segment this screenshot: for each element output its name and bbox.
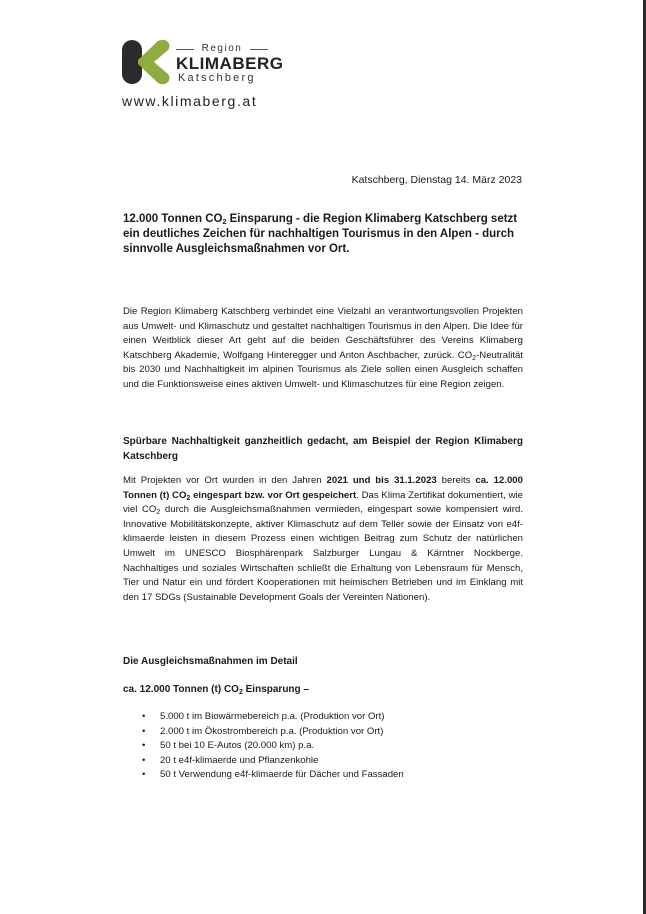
measures-list (142, 710, 404, 783)
projects-paragraph: Mit Projekten vor Ort wurden in den Jahren 2021 und bis 31.1.2023 bereits ca. 12.000 Tonnen (t) $CO_2$ eingespart bzw. vor Ort gespeichert. Das Klima Zertifikat dokumentiert, wie viel $CO_2$ durch die Ausgleichsmaßnahmen vermieden, eingespart sowie kompensiert wird. Innovative Mobilitätskonzepte, aktiver Klimaschutz auf dem Teller sowie der Einsatz von e4f-klimaerde leisten in diesem Prozess einen wichtigen Beitrag zum Schutz der natürlichen Umwelt im UNESCO Biosphärenpark Salzburger Lungau & Kärntner Nockberge. Nachhaltiges und soziales Wirtschaften schließt die Erhaltung von Lebensraum für Mensch, Tier und Natur ein und fördert Kooperationen mit heimischen Betrieben und im Einklang mit den 17 SDGs (Sustainable Development Goals der Vereinten Nationen). (123, 475, 523, 603)
list-item: • 20 t e4f-klimaerde und Pflanzenkohle (142, 754, 404, 769)
intro-paragraph: Die Region Klimaberg Katschberg verbindet eine Vielzahl an verantwortungsvollen Projekten aus Umwelt- und Klimaschutz und gestaltet nachhaltigen Tourismus in den Alpen. Die Idee für einen Weitblick dieser Art geht auf die beiden Geschäftsführer des Vereins Klimaberg Katschberg Akademie, Wolfgang Hinteregger und Anton Aschbacher, zurück. $CO_2$-Neutralität bis 2030 und Nachhaltigkeit im alpinen Tourismus als Ziele sollen einen Ausgleich schaffen und die Funktionsweise eines aktiven Umwelt- und Klimaschutzes für eine Region zeigen. (123, 306, 523, 390)
logo-subname: Katschberg (178, 72, 256, 84)
savings-heading: ca. 12.000 Tonnen (t) $CO_2$ Einsparung – (123, 684, 309, 696)
list-item: • 5.000 t im Biowärmebereich p.a. (Produktion vor Ort) (142, 710, 404, 725)
list-item: • 2.000 t im Ökostrombereich p.a. (Produktion vor Ort) (142, 725, 404, 740)
section-heading-measures: Die Ausgleichsmaßnahmen im Detail (123, 656, 298, 667)
logo-url: www.klimaberg.at (122, 93, 258, 109)
klimaberg-logo (120, 38, 284, 110)
klimaberg-k-mark-icon (120, 38, 172, 86)
dateline: Katschberg, Dienstag 14. März 2023 (351, 174, 522, 186)
press-headline: 12.000 Tonnen $CO_2$ Einsparung - die Region Klimaberg Katschberg setzt ein deutliches Zeichen für nachhaltigen Tourismus in den Alpen - durch sinnvolle Ausgleichsmaßnahmen vor Ort. (123, 213, 518, 255)
section-heading-sustainability: Spürbare Nachhaltigkeit ganzheitlich gedacht, am Beispiel der Region Klimaberg Katschberg (123, 436, 523, 462)
list-item: • 50 t Verwendung e4f-klimaerde für Dächer und Fassaden (142, 768, 404, 783)
logo-region-label: Region (176, 43, 268, 55)
list-item: • 50 t bei 10 E-Autos (20.000 km) p.a. (142, 739, 404, 754)
logo-name: KLIMABERG (176, 54, 284, 73)
